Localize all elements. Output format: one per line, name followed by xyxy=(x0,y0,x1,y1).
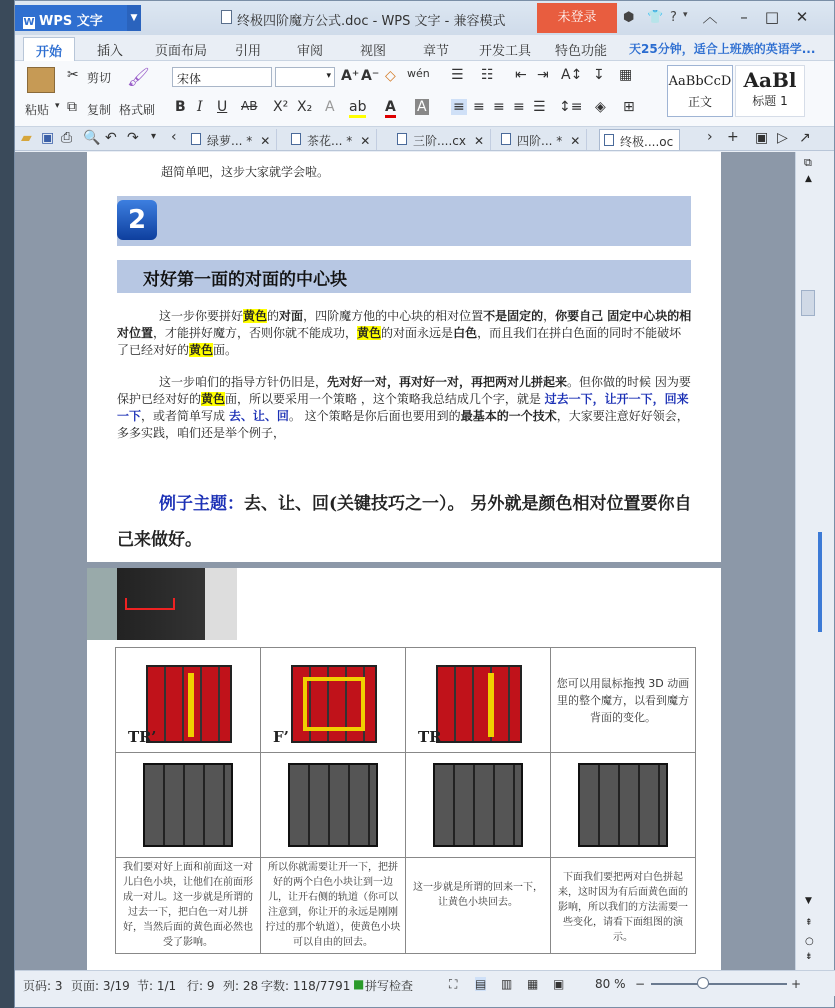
tab-insert[interactable]: 插入 xyxy=(97,44,124,59)
minimize-button[interactable]: – xyxy=(740,8,748,26)
format-painter-button[interactable]: 格式刷 xyxy=(119,103,156,117)
export-icon[interactable]: ▷ xyxy=(777,130,788,146)
red-cube-image xyxy=(436,665,522,743)
split-view-icon[interactable]: ⧉ xyxy=(804,156,812,169)
doc-tab[interactable] xyxy=(187,129,277,150)
bold-icon[interactable]: B xyxy=(175,99,186,115)
caption-cell xyxy=(261,858,406,954)
scroll-up-icon[interactable]: ▲ xyxy=(805,174,812,184)
move-label: F’ xyxy=(273,728,289,746)
outline-view-icon[interactable]: ▥ xyxy=(501,977,513,991)
doc-icon xyxy=(191,133,201,145)
underline-icon[interactable]: U xyxy=(217,99,228,115)
text: ，大家要注意好好领会，多多实践，咱们还是举个例子， xyxy=(117,409,689,440)
highlight-yellow: 黄色 xyxy=(201,392,226,406)
close-tab-icon[interactable]: ✕ xyxy=(570,134,581,148)
move-label: TR xyxy=(418,728,442,746)
font-size-select[interactable] xyxy=(275,67,335,87)
app-name: WPS 文字 xyxy=(39,14,103,29)
yellow-arrow-icon xyxy=(188,673,194,737)
text: 的对面永远是 xyxy=(381,326,454,340)
caption-text: 我们要对好上面和前面这一对儿白色小块，让他们在前面形成一对儿。这一步就是所谓的过去一下，把白色一对儿拼好，当然后面的黄色面必然也受了影响。 xyxy=(123,862,253,948)
bold-text: 白色 xyxy=(453,326,478,340)
subscript-icon[interactable]: X₂ xyxy=(297,99,313,115)
caption-cell xyxy=(406,858,551,954)
undo-icon[interactable]: ↶ xyxy=(105,130,117,146)
doc-tab-label: 四阶... * xyxy=(517,134,563,148)
style-normal-label: 正文 xyxy=(687,95,712,109)
text-effect-icon[interactable]: A xyxy=(325,99,335,115)
cube-cell[interactable] xyxy=(261,648,406,753)
caption-cell xyxy=(116,858,261,954)
zoom-slider[interactable] xyxy=(651,983,787,985)
paste-button[interactable]: 粘贴 xyxy=(25,103,50,117)
caption-text: 这一步就是所谓的回来一下，让黄色小块回去。 xyxy=(413,882,543,908)
caption-text: 所以你就需要让开一下，把拼好的两个白色小块让到一边儿，让开右侧的轨道（你可以注意到，你让开的永远是刚刚拧过的那个轨道），使黄色小块可以自由的回去。 xyxy=(265,862,401,948)
text: ，而且我们在拼白色面的同时不能破坏了已经对好的 xyxy=(117,326,682,357)
style-heading-1-label: 标题 1 xyxy=(752,94,788,108)
zoom-in-icon[interactable]: + xyxy=(791,977,802,991)
red-arrow-icon xyxy=(125,598,175,610)
page-view-icon[interactable]: ▤ xyxy=(475,977,487,991)
text: ， xyxy=(543,309,556,323)
paragraph-1 xyxy=(117,308,693,359)
print-preview-icon[interactable]: 🔍 xyxy=(83,130,101,146)
save-icon[interactable]: ▣ xyxy=(41,130,55,146)
fullscreen-icon[interactable]: ⛶ xyxy=(449,977,458,991)
text: 这一步咱们的指导方针仍旧是， xyxy=(159,375,328,389)
grey-cube-image xyxy=(288,763,378,847)
style-heading-1-preview: AaBl xyxy=(743,68,797,92)
document-tab-bar xyxy=(15,127,834,151)
tab-developer[interactable]: 开发工具 xyxy=(479,44,532,59)
status-row: 行: 9 xyxy=(187,979,215,993)
reading-view-icon[interactable]: ▣ xyxy=(553,977,565,991)
grow-font-icon[interactable]: A⁺ xyxy=(341,68,360,84)
doc-tab-active[interactable] xyxy=(599,129,680,150)
bold-text: 先对好一对，再对好一对，再把两对儿拼起来 xyxy=(327,375,568,389)
new-tab-icon[interactable]: + xyxy=(727,129,739,145)
sort-icon[interactable]: ↧ xyxy=(593,67,605,83)
bold-text: 对面 xyxy=(279,309,304,323)
shrink-font-icon[interactable]: A⁻ xyxy=(361,68,380,84)
intro-line: 超简单吧，这步大家就学会啦。 xyxy=(161,165,330,179)
next-page-icon[interactable]: ⇟ xyxy=(805,952,813,962)
tab-references[interactable]: 引用 xyxy=(235,44,262,59)
wps-icon: W xyxy=(23,17,35,28)
title-bar xyxy=(15,1,834,35)
doc-tab-label: 终极....oc xyxy=(620,135,674,149)
text: 面。 xyxy=(213,343,238,357)
clear-format-icon[interactable]: ◇ xyxy=(385,68,396,84)
web-view-icon[interactable]: ▦ xyxy=(527,977,539,991)
close-tab-icon[interactable]: ✕ xyxy=(260,134,271,148)
font-family-select[interactable] xyxy=(172,67,272,87)
open-folder-icon[interactable]: ▰ xyxy=(21,130,32,146)
scissors-icon[interactable]: ✂ xyxy=(67,67,79,83)
doc-icon xyxy=(501,133,511,145)
window-title: 终极四阶魔方公式.doc - WPS 文字 - 兼容模式 xyxy=(237,14,506,29)
decrease-indent-icon[interactable]: ⇤ xyxy=(515,67,527,83)
cube-steps-table xyxy=(115,647,696,954)
font-color-icon[interactable]: A xyxy=(385,99,396,118)
doc-icon xyxy=(604,134,614,146)
login-button[interactable]: 未登录 xyxy=(537,3,617,33)
caption-text: 下面我们要把两对白色拼起来，这时因为有后面黄色面的影响，所以我们的方法需要一些变化，请看下面组图的演示。 xyxy=(558,872,688,943)
maximize-button[interactable]: □ xyxy=(764,8,780,26)
collapse-ribbon-button[interactable]: ︿ xyxy=(702,8,718,26)
tab-home[interactable]: 开始 xyxy=(23,37,75,62)
borders-icon[interactable]: ⊞ xyxy=(623,99,635,115)
scroll-thumb[interactable] xyxy=(801,290,815,316)
zoom-slider-thumb[interactable] xyxy=(697,977,709,989)
document-page[interactable] xyxy=(87,152,721,970)
grey-cube-image xyxy=(433,763,523,847)
format-painter-icon[interactable]: 🖌 xyxy=(127,67,150,88)
cube-cell[interactable] xyxy=(116,648,261,753)
caption-cell xyxy=(551,858,696,954)
share-icon[interactable]: ↗ xyxy=(799,130,811,146)
paste-icon[interactable] xyxy=(27,67,55,93)
text: 的 xyxy=(267,309,280,323)
side-panel-handle[interactable] xyxy=(818,532,822,632)
app-logo[interactable] xyxy=(15,5,127,31)
spellcheck-button[interactable]: 拼写检查 xyxy=(365,979,414,993)
highlight-yellow: 黄色 xyxy=(357,326,382,340)
chevron-down-icon: ▾ xyxy=(326,71,331,81)
text-direction-icon[interactable]: A↕ xyxy=(561,67,583,83)
grey-cube-image xyxy=(578,763,668,847)
align-left-icon[interactable]: ≡ xyxy=(453,99,465,115)
help-icon[interactable]: ? xyxy=(670,10,677,25)
tab-review[interactable]: 审阅 xyxy=(297,44,324,59)
status-bar xyxy=(15,970,835,996)
yellow-arrow-icon xyxy=(488,673,494,737)
shading-icon[interactable]: ◈ xyxy=(595,99,606,115)
skin-icon[interactable]: ⬢ xyxy=(623,10,635,25)
status-section[interactable]: 节: 1/1 xyxy=(137,979,177,993)
highlight-icon[interactable]: ab xyxy=(349,99,366,118)
close-tab-icon[interactable]: ✕ xyxy=(360,134,371,148)
style-heading-1[interactable] xyxy=(735,65,805,117)
ribbon-toolbar xyxy=(15,61,834,127)
justify-icon[interactable]: ≡ xyxy=(513,99,525,115)
app-menu-dropdown-icon[interactable]: ▼ xyxy=(127,5,141,31)
align-right-icon[interactable]: ≡ xyxy=(493,99,505,115)
tab-special-features[interactable]: 特色功能 xyxy=(555,44,608,59)
table-icon[interactable]: ▦ xyxy=(619,67,633,83)
numbered-list-icon[interactable]: ☷ xyxy=(481,67,494,83)
status-col: 列: 28 xyxy=(223,979,259,993)
cube-cell[interactable] xyxy=(116,753,261,858)
font-family-value: 宋体 xyxy=(177,72,202,86)
document-icon xyxy=(221,10,232,24)
drag-hint-text: 您可以用鼠标拖拽 3D 动画里的整个魔方，以看到魔方背面的变化。 xyxy=(556,676,690,724)
text: 面，所以要采用一个策略 ，这个策略我总结成几个字，就是 xyxy=(225,392,545,406)
vertical-scrollbar[interactable] xyxy=(795,152,821,970)
close-button[interactable]: ✕ xyxy=(795,8,809,26)
distributed-icon[interactable]: ☰ xyxy=(533,99,546,115)
status-word-count[interactable]: 字数: 118/7791 xyxy=(261,979,351,993)
redo-icon[interactable]: ↷ xyxy=(127,130,139,146)
copy-button[interactable]: 复制 xyxy=(87,103,112,117)
cube-cell[interactable] xyxy=(406,648,551,753)
bold-text: 你要自己 固定中心块的相对位置 xyxy=(117,309,692,340)
strikethrough-icon[interactable]: AB xyxy=(241,99,258,113)
zoom-out-icon[interactable]: − xyxy=(635,977,646,991)
pinyin-icon[interactable]: wén xyxy=(407,67,430,80)
grey-cube-image xyxy=(143,763,233,847)
drag-hint-cell xyxy=(551,648,696,753)
italic-icon[interactable]: I xyxy=(197,99,203,115)
tab-scroll-right-icon[interactable]: › xyxy=(707,129,713,145)
tab-view[interactable]: 视图 xyxy=(360,44,387,59)
style-normal[interactable] xyxy=(667,65,733,117)
doc-icon xyxy=(397,133,407,145)
tab-page-layout[interactable]: 页面布局 xyxy=(155,44,208,59)
doc-tab-label: 三阶....cx xyxy=(413,134,466,148)
copy-icon[interactable]: ⧉ xyxy=(67,99,77,115)
app-window xyxy=(14,0,835,1008)
example-heading xyxy=(117,486,693,558)
step-number-badge: 2 xyxy=(117,200,157,240)
tab-chapter[interactable]: 章节 xyxy=(423,44,450,59)
text: 。但你做的时候 因为要保护已经对好的 xyxy=(117,375,691,406)
style-normal-preview: AaBbCcD xyxy=(668,74,732,89)
highlight-yellow: 黄色 xyxy=(243,309,268,323)
doc-tab-label: 绿萝... * xyxy=(207,134,253,148)
tab-scroll-left-icon[interactable]: ‹ xyxy=(171,129,177,145)
step-heading-band xyxy=(117,196,691,246)
paste-dropdown-icon[interactable]: ▾ xyxy=(55,101,60,111)
bold-text: 不是固定的 xyxy=(483,309,544,323)
doc-tab[interactable] xyxy=(497,129,587,150)
cube-cell[interactable] xyxy=(406,753,551,858)
cube-cell[interactable] xyxy=(551,753,696,858)
window-list-icon[interactable]: ▣ xyxy=(755,130,769,146)
bullet-list-icon[interactable]: ☰ xyxy=(451,67,464,83)
zoom-level[interactable]: 80 % xyxy=(595,977,626,991)
menu-bar xyxy=(15,35,834,61)
yellow-arrow-icon xyxy=(303,677,365,731)
spellcheck-icon: ■ xyxy=(353,977,365,991)
cube-cell[interactable] xyxy=(261,753,406,858)
red-cube-image xyxy=(291,665,377,743)
doc-tab[interactable] xyxy=(287,129,377,150)
shirt-icon[interactable]: 👕 xyxy=(647,10,664,25)
align-center-icon[interactable]: ≡ xyxy=(473,99,485,115)
move-label: TR’ xyxy=(128,728,157,746)
close-tab-icon[interactable]: ✕ xyxy=(473,134,485,148)
promo-link[interactable]: 天25分钟，适合上班族的英语学... xyxy=(629,42,816,56)
bold-text: 最基本的一个技术 xyxy=(460,409,557,423)
text: 这一步你要拼好 xyxy=(159,309,244,323)
text: ，才能拼好魔方，否则你就不能成功， xyxy=(153,326,358,340)
document-workspace[interactable] xyxy=(15,152,821,970)
scroll-down-icon[interactable]: ▼ xyxy=(805,896,812,906)
example-text: 去、让、回(关键技巧之一）。 另外就是颜色相对位置要你自己来做好。 xyxy=(117,494,692,550)
status-page[interactable]: 页码: 3 xyxy=(23,979,63,993)
text: 。 这个策略是你后面也要用到的 xyxy=(288,409,461,423)
doc-tab[interactable] xyxy=(393,129,491,150)
char-shading-icon[interactable]: A xyxy=(417,99,427,115)
quick-access-dropdown-icon[interactable]: ▾ xyxy=(151,131,157,142)
example-label: 例子主题： xyxy=(159,494,244,514)
increase-indent-icon[interactable]: ⇥ xyxy=(537,67,549,83)
cube-3d-image[interactable] xyxy=(87,568,237,640)
section-title: 对好第一面的对面的中心块 xyxy=(117,260,691,293)
paragraph-2 xyxy=(117,374,693,442)
cut-button[interactable]: 剪切 xyxy=(87,71,112,85)
doc-tab-label: 茶花... * xyxy=(307,134,353,148)
help-dropdown-icon[interactable]: ▾ xyxy=(683,10,688,20)
red-cube-image xyxy=(146,665,232,743)
text: ，四阶魔方他的中心块的相对位置 xyxy=(303,309,484,323)
text: ，或者简单写成 xyxy=(141,409,229,423)
status-pages[interactable]: 页面: 3/19 xyxy=(71,979,130,993)
doc-icon xyxy=(291,133,301,145)
line-spacing-icon[interactable]: ↕≡ xyxy=(559,99,583,115)
superscript-icon[interactable]: X² xyxy=(273,99,289,115)
blue-bold-text: 过去一下，让开一下，回来一下 xyxy=(117,392,689,423)
browse-object-icon[interactable]: ○ xyxy=(805,936,814,947)
print-icon[interactable]: ⎙ xyxy=(61,130,73,146)
previous-page-icon[interactable]: ⇞ xyxy=(805,918,813,928)
highlight-yellow: 黄色 xyxy=(189,343,214,357)
blue-bold-text: 去、让、回 xyxy=(228,409,289,423)
